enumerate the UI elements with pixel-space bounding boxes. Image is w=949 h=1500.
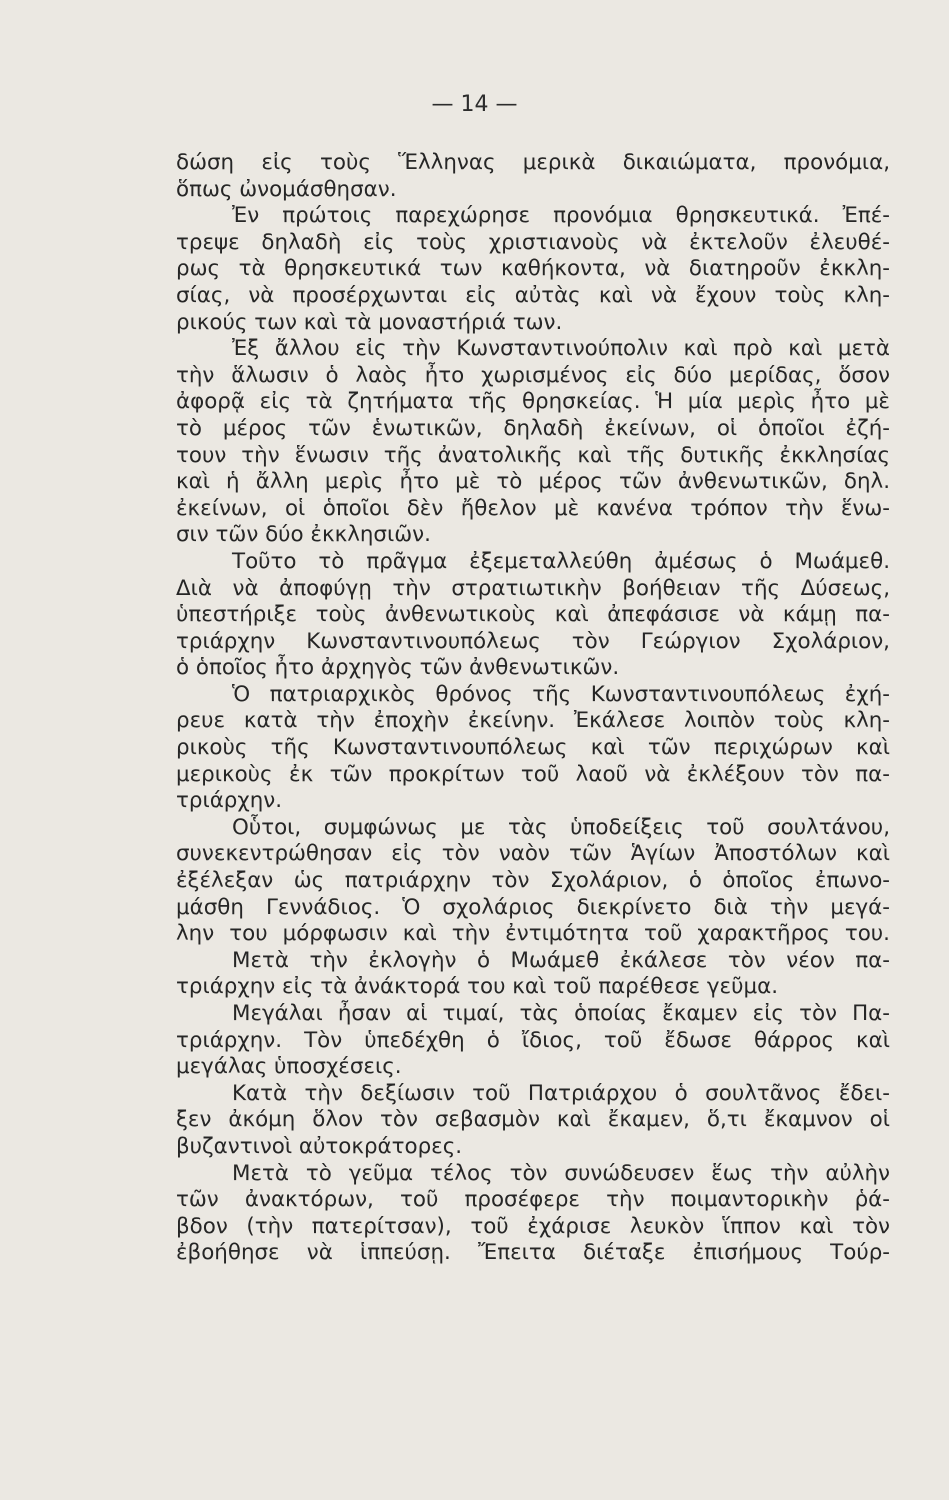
text-line: τριάρχην. Τὸν ὑπεδέχθη ὁ ἴδιος, τοῦ ἔδωσε θάρρος καὶ — [176, 1027, 890, 1053]
text-line: ἐκείνων, οἱ ὁποῖοι δὲν ἤθελον μὲ κανένα τρόπον τὴν ἕνω- — [176, 495, 890, 521]
text-line: τουν τὴν ἕνωσιν τῆς ἀνατολικῆς καὶ τῆς δυτικῆς ἐκκλησίας — [176, 442, 890, 468]
text-line: ξεν ἀκόμη ὅλον τὸν σεβασμὸν καὶ ἔκαμεν, ὅ,τι ἔκαμνον οἱ — [176, 1107, 890, 1133]
text-line: ρευε κατὰ τὴν ἐποχὴν ἐκείνην. Ἐκάλεσε λοιπὸν τοὺς κλη- — [176, 708, 890, 734]
text-line: τὴν ἅλωσιν ὁ λαὸς ἦτο χωρισμένος εἰς δύο μερίδας, ὅσον — [176, 362, 890, 388]
text-line: ἐβοήθησε νὰ ἱππεύσῃ. Ἔπειτα διέταξε ἐπισήμους Τούρ- — [176, 1240, 890, 1266]
text-line: μερικοὺς ἐκ τῶν προκρίτων τοῦ λαοῦ νὰ ἐκλέξουν τὸν πα- — [176, 761, 890, 787]
text-line: τρεψε δηλαδὴ εἰς τοὺς χριστιανοὺς νὰ ἐκτελοῦν ἐλευθέ- — [176, 229, 890, 255]
text-line: λην του μόρφωσιν καὶ τὴν ἐντιμότητα τοῦ χαρακτῆρος του. — [176, 921, 890, 947]
text-line: Ὁ πατριαρχικὸς θρόνος τῆς Κωνσταντινουπόλεως ἐχή- — [232, 681, 890, 707]
text-line: ρως τὰ θρησκευτικά των καθήκοντα, νὰ διατηροῦν ἐκκλη- — [176, 256, 890, 282]
text-line: Ἐξ ἄλλου εἰς τὴν Κωνσταντινούπολιν καὶ πρὸ καὶ μετὰ — [232, 336, 890, 362]
text-line: Διὰ νὰ ἀποφύγῃ τὴν στρατιωτικὴν βοήθειαν τῆς Δύσεως, — [176, 575, 890, 601]
text-line: Μεγάλαι ἦσαν αἱ τιμαί, τὰς ὁποίας ἔκαμεν εἰς τὸν Πα- — [232, 1001, 890, 1026]
text-line: βδον (τὴν πατερίτσαν), τοῦ ἐχάρισε λευκὸν ἵππον καὶ τὸν — [176, 1213, 890, 1239]
text-line: Τοῦτο τὸ πρᾶγμα ἐξεμεταλλεύθη ἀμέσως ὁ Μωάμεθ. — [232, 548, 890, 574]
text-line: τριάρχην εἰς τὰ ἀνάκτορά του καὶ τοῦ παρέθεσε γεῦμα. — [176, 974, 778, 1000]
text-line: ἐξέλεξαν ὡς πατριάρχην τὸν Σχολάριον, ὁ ὁποῖος ἐπωνο- — [176, 868, 890, 894]
text-line: τῶν ἀνακτόρων, τοῦ προσέφερε τὴν ποιμαντορικὴν ῥά- — [176, 1187, 890, 1213]
text-line: ρικούς των καὶ τὰ μοναστήριά των. — [176, 309, 563, 335]
text-line: ὑπεστήριξε τοὺς ἀνθενωτικοὺς καὶ ἀπεφάσισε νὰ κάμῃ πα- — [176, 602, 890, 628]
text-line: καὶ ἡ ἄλλη μερὶς ἦτο μὲ τὸ μέρος τῶν ἀνθενωτικῶν, δηλ. — [176, 469, 890, 495]
text-line: Κατὰ τὴν δεξίωσιν τοῦ Πατριάρχου ὁ σουλτᾶνος ἔδει- — [232, 1080, 890, 1106]
text-line: ρικοὺς τῆς Κωνσταντινουπόλεως καὶ τῶν περιχώρων καὶ — [176, 735, 890, 761]
text-line: Μετὰ τὴν ἐκλογὴν ὁ Μωάμεθ ἐκάλεσε τὸν νέον πα- — [232, 947, 890, 973]
text-line: Ἐν πρώτοις παρεχώρησε προνόμια θρησκευτικά. Ἐπέ- — [232, 203, 890, 229]
text-line: δώση εἰς τοὺς Ἕλληνας μερικὰ δικαιώματα, προνόμια, — [176, 150, 890, 175]
text-line: Οὗτοι, συμφώνως με τὰς ὑποδείξεις τοῦ σουλτάνου, — [232, 814, 890, 840]
text-line: σίας, νὰ προσέρχωνται εἰς αὐτὰς καὶ νὰ ἔχουν τοὺς κλη- — [176, 282, 890, 308]
text-line: μεγάλας ὑποσχέσεις. — [176, 1054, 402, 1080]
text-line: τὸ μέρος τῶν ἑνωτικῶν, δηλαδὴ ἐκείνων, οἱ ὁποῖοι ἐζή- — [176, 415, 890, 441]
text-line: μάσθη Γεννάδιος. Ὁ σχολάριος διεκρίνετο διὰ τὴν μεγά- — [176, 894, 890, 920]
text-line: ὅπως ὠνομάσθησαν. — [176, 176, 397, 202]
text-line: συνεκεντρώθησαν εἰς τὸν ναὸν τῶν Ἁγίων Ἀποστόλων καὶ — [176, 841, 890, 867]
text-line: βυζαντινοὶ αὐτοκράτορες. — [176, 1133, 463, 1159]
text-line: σιν τῶν δύο ἐκκλησιῶν. — [176, 522, 431, 548]
text-line: τριάρχην Κωνσταντινουπόλεως τὸν Γεώργιον Σχολάριον, — [176, 628, 890, 654]
text-line: ὁ ὁποῖος ἦτο ἀρχηγὸς τῶν ἀνθενωτικῶν. — [176, 655, 620, 681]
page-number: — 14 — — [431, 92, 518, 117]
text-line: τριάρχην. — [176, 788, 283, 814]
body-text — [176, 150, 890, 1267]
text-line: ἀφορᾷ εἰς τὰ ζητήματα τῆς θρησκείας. Ἡ μία μερὶς ἦτο μὲ — [176, 389, 890, 415]
text-line: Μετὰ τὸ γεῦμα τέλος τὸν συνώδευσεν ἕως τὴν αὐλὴν — [232, 1160, 890, 1186]
